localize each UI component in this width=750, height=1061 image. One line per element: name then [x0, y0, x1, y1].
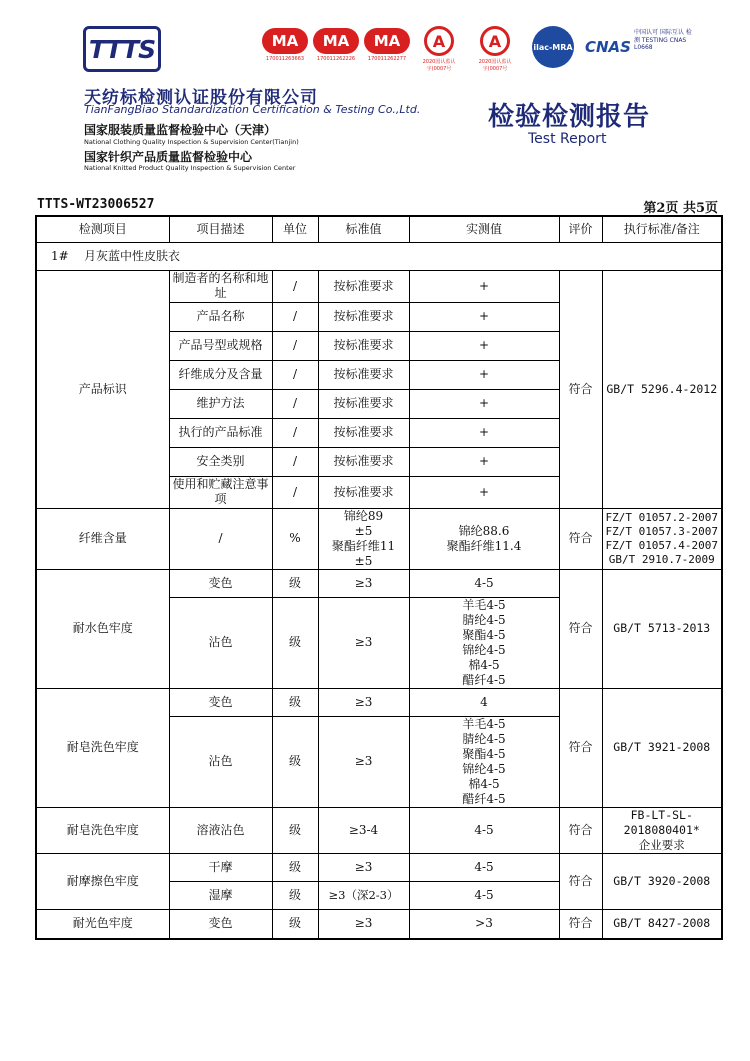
table-row — [36, 508, 722, 569]
report-title-en: Test Report — [528, 131, 607, 147]
standard-value: ≥3 — [318, 716, 409, 807]
unit: / — [272, 331, 318, 360]
unit: 级 — [272, 853, 318, 881]
item-desc: 纤维成分及含量 — [169, 360, 272, 389]
unit: 级 — [272, 881, 318, 909]
standard-value: 按标准要求 — [318, 476, 409, 508]
test-standard: GB/T 5713-2013 — [602, 569, 722, 688]
item-desc: 沾色 — [169, 597, 272, 688]
item-desc: 执行的产品标准 — [169, 418, 272, 447]
unit: 级 — [272, 807, 318, 853]
evaluation: 符合 — [559, 807, 602, 853]
item-name: 产品标识 — [36, 270, 169, 508]
measured-value: + — [409, 389, 559, 418]
standard-value: 按标准要求 — [318, 447, 409, 476]
test-standard: FB-LT-SL- 2018080401* 企业要求 — [602, 807, 722, 853]
measured-value: 4 — [409, 688, 559, 716]
standard-value: 按标准要求 — [318, 389, 409, 418]
column-header: 单位 — [272, 216, 318, 242]
standard-value: ≥3 — [318, 569, 409, 597]
report-number: TTTS-WT23006527 — [37, 197, 155, 212]
table-row — [36, 853, 722, 881]
item-desc: 变色 — [169, 688, 272, 716]
standard-value: ≥3（深2-3） — [318, 881, 409, 909]
standard-value: 锦纶89 ±5 聚酯纤维11 ±5 — [318, 508, 409, 569]
standard-value: ≥3 — [318, 853, 409, 881]
center-name-2: 国家针织产品质量监督检验中心 — [84, 150, 253, 164]
test-standard: GB/T 3920-2008 — [602, 853, 722, 909]
column-header: 执行标准/备注 — [602, 216, 722, 242]
standard-value: ≥3 — [318, 597, 409, 688]
item-desc: 变色 — [169, 569, 272, 597]
measured-value: + — [409, 331, 559, 360]
evaluation: 符合 — [559, 853, 602, 909]
unit: 级 — [272, 569, 318, 597]
evaluation: 符合 — [559, 688, 602, 807]
results-table — [35, 215, 723, 940]
standard-value: ≥3 — [318, 688, 409, 716]
center-name-2-en: National Knitted Product Quality Inspection & Supervision Center — [84, 164, 296, 172]
item-desc: 溶液沾色 — [169, 807, 272, 853]
item-name: 耐皂洗色牢度 — [36, 688, 169, 807]
evaluation: 符合 — [559, 909, 602, 939]
column-header: 项目描述 — [169, 216, 272, 242]
cnas-caption: 中国认可 国际互认 检测 TESTING CNAS L0668 — [634, 29, 692, 51]
unit: 级 — [272, 716, 318, 807]
measured-value: 4-5 — [409, 807, 559, 853]
unit: 级 — [272, 909, 318, 939]
sample-row — [36, 242, 722, 270]
measured-value: 羊毛4-5 腈纶4-5 聚酯4-5 锦纶4-5 棉4-5 醋纤4-5 — [409, 597, 559, 688]
test-standard: GB/T 8427-2008 — [602, 909, 722, 939]
standard-value: 按标准要求 — [318, 302, 409, 331]
item-desc: 变色 — [169, 909, 272, 939]
item-desc: 使用和贮藏注意事项 — [169, 476, 272, 508]
item-desc: 制造者的名称和地址 — [169, 270, 272, 302]
cal-mark: A 2020国认监认字(0007号 — [477, 26, 513, 72]
item-desc: / — [169, 508, 272, 569]
measured-value: 4-5 — [409, 881, 559, 909]
center-name-1-en: National Clothing Quality Inspection & Supervision Center(Tianjin) — [84, 138, 299, 146]
evaluation: 符合 — [559, 569, 602, 688]
standard-value: ≥3 — [318, 909, 409, 939]
unit: / — [272, 360, 318, 389]
cma-mark: MA 170011263663 — [262, 28, 308, 62]
item-desc: 安全类别 — [169, 447, 272, 476]
company-logo: TTTS — [83, 26, 161, 72]
measured-value: + — [409, 447, 559, 476]
cma-mark: MA 170011262226 — [313, 28, 359, 62]
column-header: 标准值 — [318, 216, 409, 242]
ilac-mra-logo: ilac-MRA — [532, 26, 574, 68]
cal-mark: A 2020国认监认字(0007号 — [421, 26, 457, 72]
test-standard: GB/T 3921-2008 — [602, 688, 722, 807]
cnas-logo: CNAS — [585, 38, 631, 56]
standard-value: 按标准要求 — [318, 360, 409, 389]
unit: / — [272, 418, 318, 447]
unit: / — [272, 476, 318, 508]
item-name: 耐光色牢度 — [36, 909, 169, 939]
company-name-en: TianFangBiao Standardization Certification & Testing Co.,Ltd. — [84, 103, 421, 116]
unit: / — [272, 270, 318, 302]
standard-value: ≥3-4 — [318, 807, 409, 853]
column-header: 检测项目 — [36, 216, 169, 242]
table-row — [36, 270, 722, 302]
standard-value: 按标准要求 — [318, 418, 409, 447]
measured-value: + — [409, 476, 559, 508]
measured-value: + — [409, 418, 559, 447]
table-row — [36, 688, 722, 716]
test-standard: FZ/T 01057.2-2007 FZ/T 01057.3-2007 FZ/T 01057.4-2007 GB/T 2910.7-2009 — [602, 508, 722, 569]
unit: 级 — [272, 597, 318, 688]
measured-value: + — [409, 270, 559, 302]
table-row — [36, 807, 722, 853]
unit: / — [272, 447, 318, 476]
page-info: 第2页 共5页 — [643, 201, 718, 216]
standard-value: 按标准要求 — [318, 331, 409, 360]
measured-value: + — [409, 360, 559, 389]
evaluation: 符合 — [559, 270, 602, 508]
table-row — [36, 909, 722, 939]
standard-value: 按标准要求 — [318, 270, 409, 302]
center-name-1: 国家服装质量监督检验中心（天津） — [84, 123, 277, 137]
measured-value: 羊毛4-5 腈纶4-5 聚酯4-5 锦纶4-5 棉4-5 醋纤4-5 — [409, 716, 559, 807]
item-name: 耐摩擦色牢度 — [36, 853, 169, 909]
measured-value: 4-5 — [409, 853, 559, 881]
item-name: 耐皂洗色牢度 — [36, 807, 169, 853]
item-desc: 维护方法 — [169, 389, 272, 418]
unit: / — [272, 389, 318, 418]
item-desc: 沾色 — [169, 716, 272, 807]
table-header-row — [36, 216, 722, 242]
unit: / — [272, 302, 318, 331]
unit: % — [272, 508, 318, 569]
item-desc: 产品名称 — [169, 302, 272, 331]
item-desc: 湿摩 — [169, 881, 272, 909]
item-name: 纤维含量 — [36, 508, 169, 569]
column-header: 实测值 — [409, 216, 559, 242]
test-standard: GB/T 5296.4-2012 — [602, 270, 722, 508]
table-row — [36, 569, 722, 597]
measured-value: 4-5 — [409, 569, 559, 597]
cma-mark: MA 170011262277 — [364, 28, 410, 62]
measured-value: + — [409, 302, 559, 331]
measured-value: 锦纶88.6 聚酯纤维11.4 — [409, 508, 559, 569]
sample-name: 1# 月灰蓝中性皮肤衣 — [36, 242, 722, 270]
item-desc: 产品号型或规格 — [169, 331, 272, 360]
item-name: 耐水色牢度 — [36, 569, 169, 688]
evaluation: 符合 — [559, 508, 602, 569]
column-header: 评价 — [559, 216, 602, 242]
company-name: 天纺标检测认证股份有限公司 — [84, 88, 318, 108]
measured-value: >3 — [409, 909, 559, 939]
item-desc: 干摩 — [169, 853, 272, 881]
unit: 级 — [272, 688, 318, 716]
report-title: 检验检测报告 — [488, 102, 651, 132]
